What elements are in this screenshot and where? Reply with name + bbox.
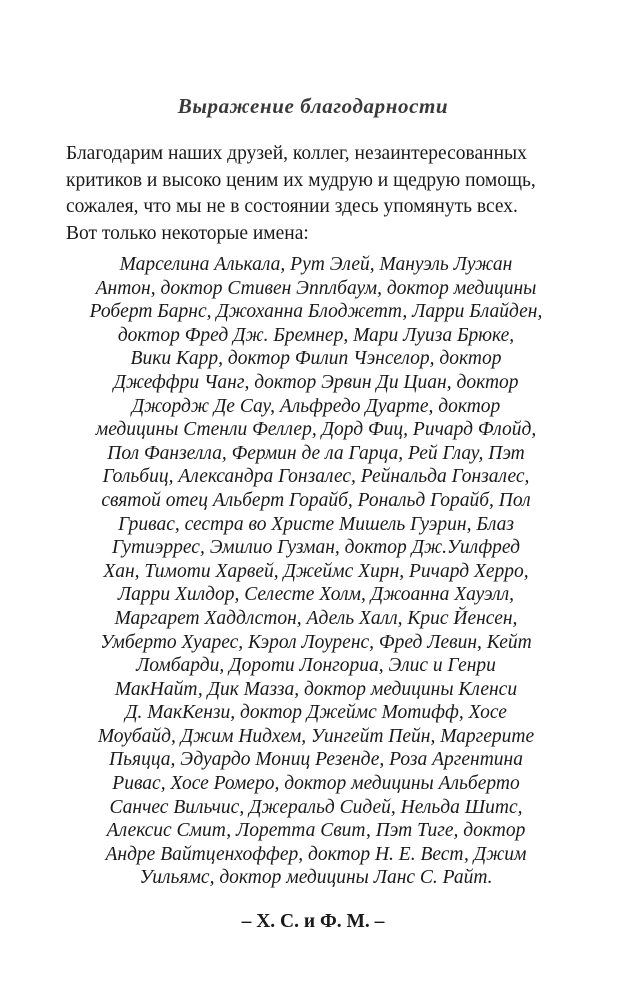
names-line: Роберт Барнс, Джоханна Блоджетт, Ларри Блайден, — [89, 301, 543, 323]
names-line: Маргарет Хаддлстон, Адель Халл, Крис Йенсен, — [114, 607, 518, 629]
names-line: Алексис Смит, Лоретта Свит, Пэт Тиге, доктор — [106, 820, 526, 842]
intro-line: сожалея, что мы не в состоянии здесь упомянуть всех. — [66, 196, 518, 217]
names-line: доктор Фред Дж. Бремнер, Мари Луиза Брюке, — [117, 324, 515, 346]
names-line: Джордж Де Сау, Альфредо Дуарте, доктор — [131, 395, 501, 417]
intro-line: Благодарим наших друзей, коллег, незаинтересованных — [66, 143, 527, 164]
names-line: Ларри Хилдор, Селесте Холм, Джоанна Хауэлл, — [117, 584, 515, 606]
names-line: медицины Стенли Феллер, Дорд Фиц, Ричард Флойд, — [95, 419, 537, 441]
names-line: Уильямс, доктор медицины Ланс С. Райт. — [139, 867, 493, 889]
intro-line: Вот только некоторые имена: — [66, 222, 309, 244]
intro-line: критиков и высоко ценим их мудрую и щедрую помощь, — [66, 169, 536, 191]
names-line: святой отец Альберт Горайб, Рональд Горайб, Пол — [101, 489, 531, 511]
names-line: Антон, доктор Стивен Эпплбаум, доктор медицины — [95, 277, 537, 299]
names-line: Ломбарди, Дороти Лонгориа, Элис и Генри — [136, 655, 496, 677]
names-line: Марселина Алькала, Рут Элей, Мануэль Лужан — [119, 254, 513, 275]
intro-paragraph — [66, 141, 566, 247]
names-line: МакНайт, Дик Мазза, доктор медицины Кленси — [114, 678, 518, 700]
names-line: Гривас, сестра во Христе Мишель Гуэрин, Блаз — [118, 513, 514, 535]
names-list — [66, 253, 566, 890]
names-line: Санчес Вильчис, Джеральд Сидей, Нельда Шитс, — [109, 796, 523, 818]
section-heading: Выражение благодарности — [177, 94, 449, 118]
signature: – Х. С. и Ф. М. – — [241, 911, 385, 932]
names-line: Д. МакКензи, доктор Джеймс Мотифф, Хосе — [125, 702, 507, 724]
names-line: Пол Фанзелла, Фермин де ла Гарца, Рей Глау, Пэт — [107, 442, 525, 464]
names-line: Гутиэррес, Эмилио Гузман, доктор Дж.Уилфред — [112, 537, 520, 559]
names-line: Умберто Хуарес, Кэрол Лоуренс, Фред Левин, Кейт — [100, 631, 532, 653]
names-line: Джеффри Чанг, доктор Эрвин Ди Циан, доктор — [113, 371, 519, 393]
names-line: Андре Вайтценхоффер, доктор Н. Е. Вест, Джим — [105, 843, 527, 865]
names-line: Моубайд, Джим Нидхем, Уингейт Пейн, Маргерите — [97, 725, 535, 747]
names-line: Вики Карр, доктор Филип Чэнселор, доктор — [130, 348, 502, 370]
names-line: Пьяцца, Эдуардо Мониц Резенде, Роза Аргентина — [109, 749, 523, 771]
names-line: Ривас, Хосе Ромеро, доктор медицины Альберто — [112, 773, 520, 795]
names-line: Хан, Тимоти Харвей, Джеймс Хирн, Ричард Херро, — [103, 560, 529, 582]
names-line: Гольбиц, Александра Гонзалес, Рейнальда Гонзалес, — [102, 466, 530, 488]
